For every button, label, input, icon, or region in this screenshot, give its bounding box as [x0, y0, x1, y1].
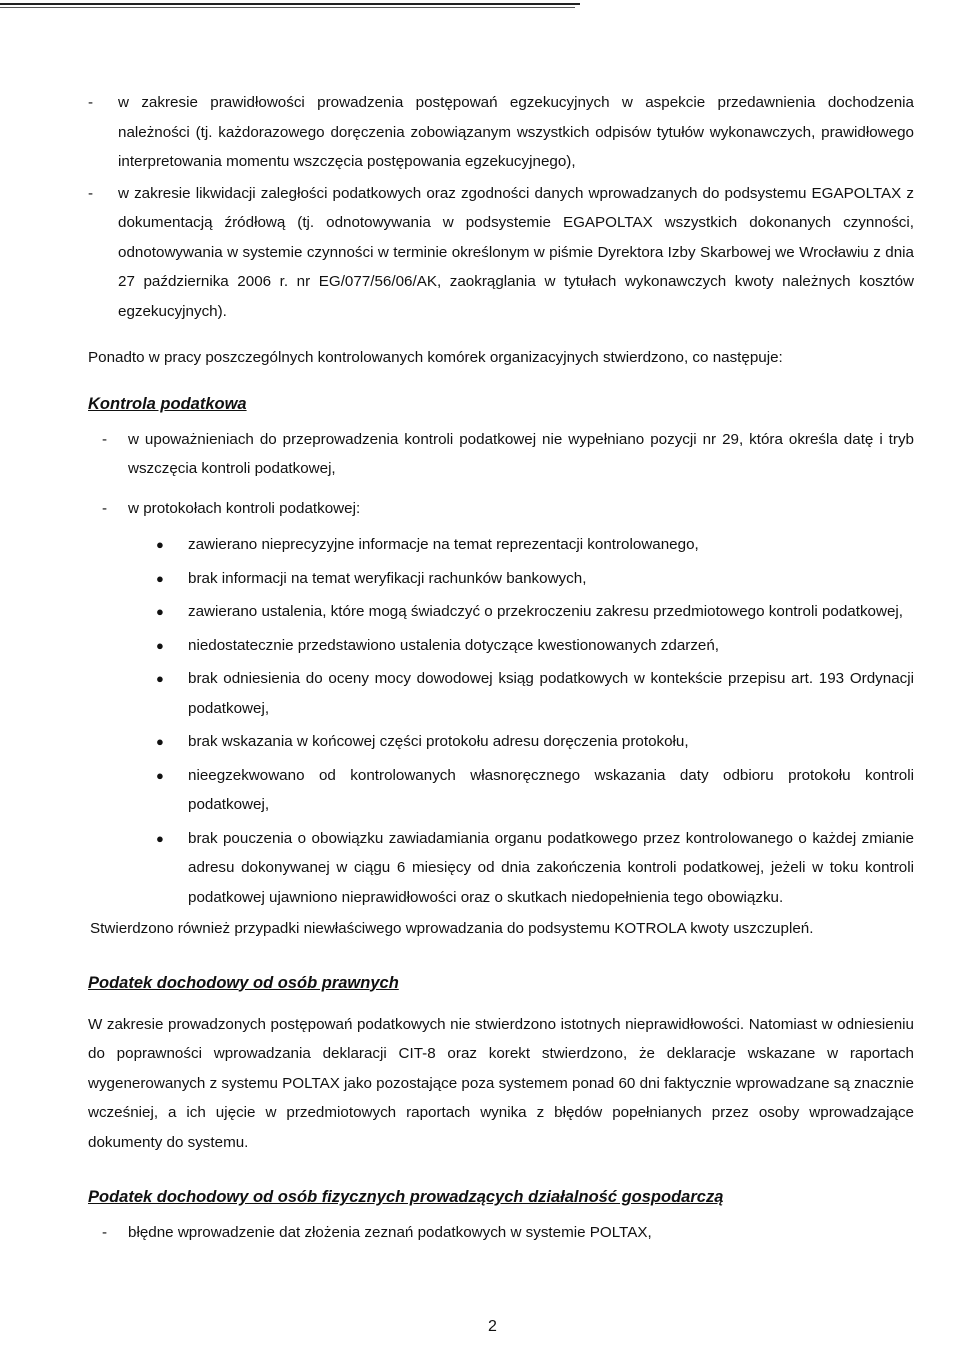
list-item: [88, 179, 914, 327]
bullet-item: ● nieegzekwowano od kontrolowanych własnoręcznego wskazania daty odbioru protokołu kontroli podatkowej,: [88, 761, 914, 820]
section-heading-prawne: Podatek dochodowy od osób prawnych: [88, 973, 399, 992]
list-item: [88, 1218, 914, 1248]
list-item: [88, 88, 914, 177]
bullet-icon: ●: [156, 604, 164, 619]
bullet-item: ● zawierano ustalenia, które mogą świadczyć o przekroczeniu zakresu przedmiotowego kontroli podatkowej,: [88, 597, 914, 627]
summary-paragraph: Ponadto w pracy poszczególnych kontrolowanych komórek organizacyjnych stwierdzono, co następuje:: [88, 349, 783, 366]
dash-marker: -: [88, 94, 94, 111]
bullet-icon: ●: [156, 637, 164, 653]
bullet-icon: ●: [156, 537, 164, 552]
document-body: [88, 88, 914, 1248]
list-item-text: w protokołach kontroli podatkowej:: [128, 499, 361, 517]
list-item-text: w upoważnieniach do przeprowadzenia kontroli podatkowej nie wypełniano pozycji nr 29, która określa datę i tryb wszczęcia kontroli podatkowej,: [128, 430, 914, 477]
bullet-icon: ●: [156, 767, 164, 783]
closing-paragraph: Stwierdzono również przypadki niewłaściwego wprowadzania do podsystemu KOTROLA kwoty uszczupleń.: [90, 920, 814, 937]
bullet-item: ● brak odniesienia do oceny mocy dowodowej ksiąg podatkowych w kontekście przepisu art. 193 Ordynacji podatkowej,: [88, 664, 914, 723]
list-item-text: w zakresie likwidacji zaległości podatkowych oraz zgodności danych wprowadzanych do podsystemu EGAPOLTAX z dokumentacją źródłową (tj. odnotowywania w podsystemie EGAPOLTAX wszystkich dokonanych czynności, odnotowywania w systemie czynności w terminie określonym w piśmie Dyrektora Izby Skarbowej we Wrocławiu z dnia 27 października 2006 r. nr EG/077/56/06/AK, zaokrąglania w tytułach wykonawczych kwoty należnych kosztów egzekucyjnych).: [118, 184, 914, 320]
page-number: 2: [488, 1318, 497, 1335]
top-rule-thin: [0, 7, 575, 8]
bullet-icon: ●: [156, 830, 164, 846]
bullet-icon: ●: [156, 734, 164, 749]
bullet-icon: ●: [156, 570, 164, 586]
list-item-text: w zakresie prawidłowości prowadzenia postępowań egzekucyjnych w aspekcie przedawnienia dochodzenia należności (tj. każdorazowego doręczenia zobowiązanym wszystkich odpisów tytułów wykonawczych, prawidłowego interpretowania momentu wszczęcia postępowania egzekucyjnego),: [118, 94, 914, 170]
list-item-text: błędne wprowadzenie dat złożenia zeznań podatkowych w systemie POLTAX,: [128, 1224, 652, 1241]
dash-marker: -: [102, 1224, 108, 1241]
bullet-item: ● brak pouczenia o obowiązku zawiadamiania organu podatkowego przez kontrolowanego o każdej zmianie adresu dokonywanej w ciągu 6 miesięcy od dnia zakończenia kontroli podatkowej, jeżeli w toku kontroli podatkowej ujawniono nieprawidłowości oraz o skutkach niedopełnienia tego obowiązku.: [88, 824, 914, 913]
dash-marker: -: [102, 499, 108, 517]
bullet-item: ● brak wskazania w końcowej części protokołu adresu doręczenia protokołu,: [88, 727, 914, 757]
top-rule: [0, 3, 580, 5]
section-heading-fizyczne: Podatek dochodowy od osób fizycznych prowadzących działalność gospodarczą: [88, 1188, 724, 1206]
section-heading-kontrola: Kontrola podatkowa: [88, 394, 247, 413]
prawne-paragraph: W zakresie prowadzonych postępowań podatkowych nie stwierdzono istotnych nieprawidłowości. Natomiast w odniesieniu do poprawności wprowadzania deklaracji CIT-8 oraz korekt stwierdzono, że deklaracje wskazane w raportach wygenerowanych z systemu POLTAX jako pozostające poza systemem ponad 60 dni faktycznie wprowadzane są znacznie wcześniej, a ich ujęcie w przedmiotowych raportach wynika z błędów popełnianych przez osoby wprowadzające dokumenty do systemu.: [88, 1015, 914, 1151]
dash-marker: -: [102, 430, 108, 448]
bullet-item: ● brak informacji na temat weryfikacji rachunków bankowych,: [88, 564, 914, 594]
dash-marker: -: [88, 184, 94, 202]
bullet-icon: ●: [156, 671, 164, 686]
list-item: [88, 494, 914, 524]
bullet-item: ● niedostatecznie przedstawiono ustalenia dotyczące kwestionowanych zdarzeń,: [88, 631, 914, 661]
bullet-item: ● zawierano nieprecyzyjne informacje na temat reprezentacji kontrolowanego,: [88, 530, 914, 560]
findings-list: [88, 530, 914, 912]
list-item: [88, 425, 914, 484]
